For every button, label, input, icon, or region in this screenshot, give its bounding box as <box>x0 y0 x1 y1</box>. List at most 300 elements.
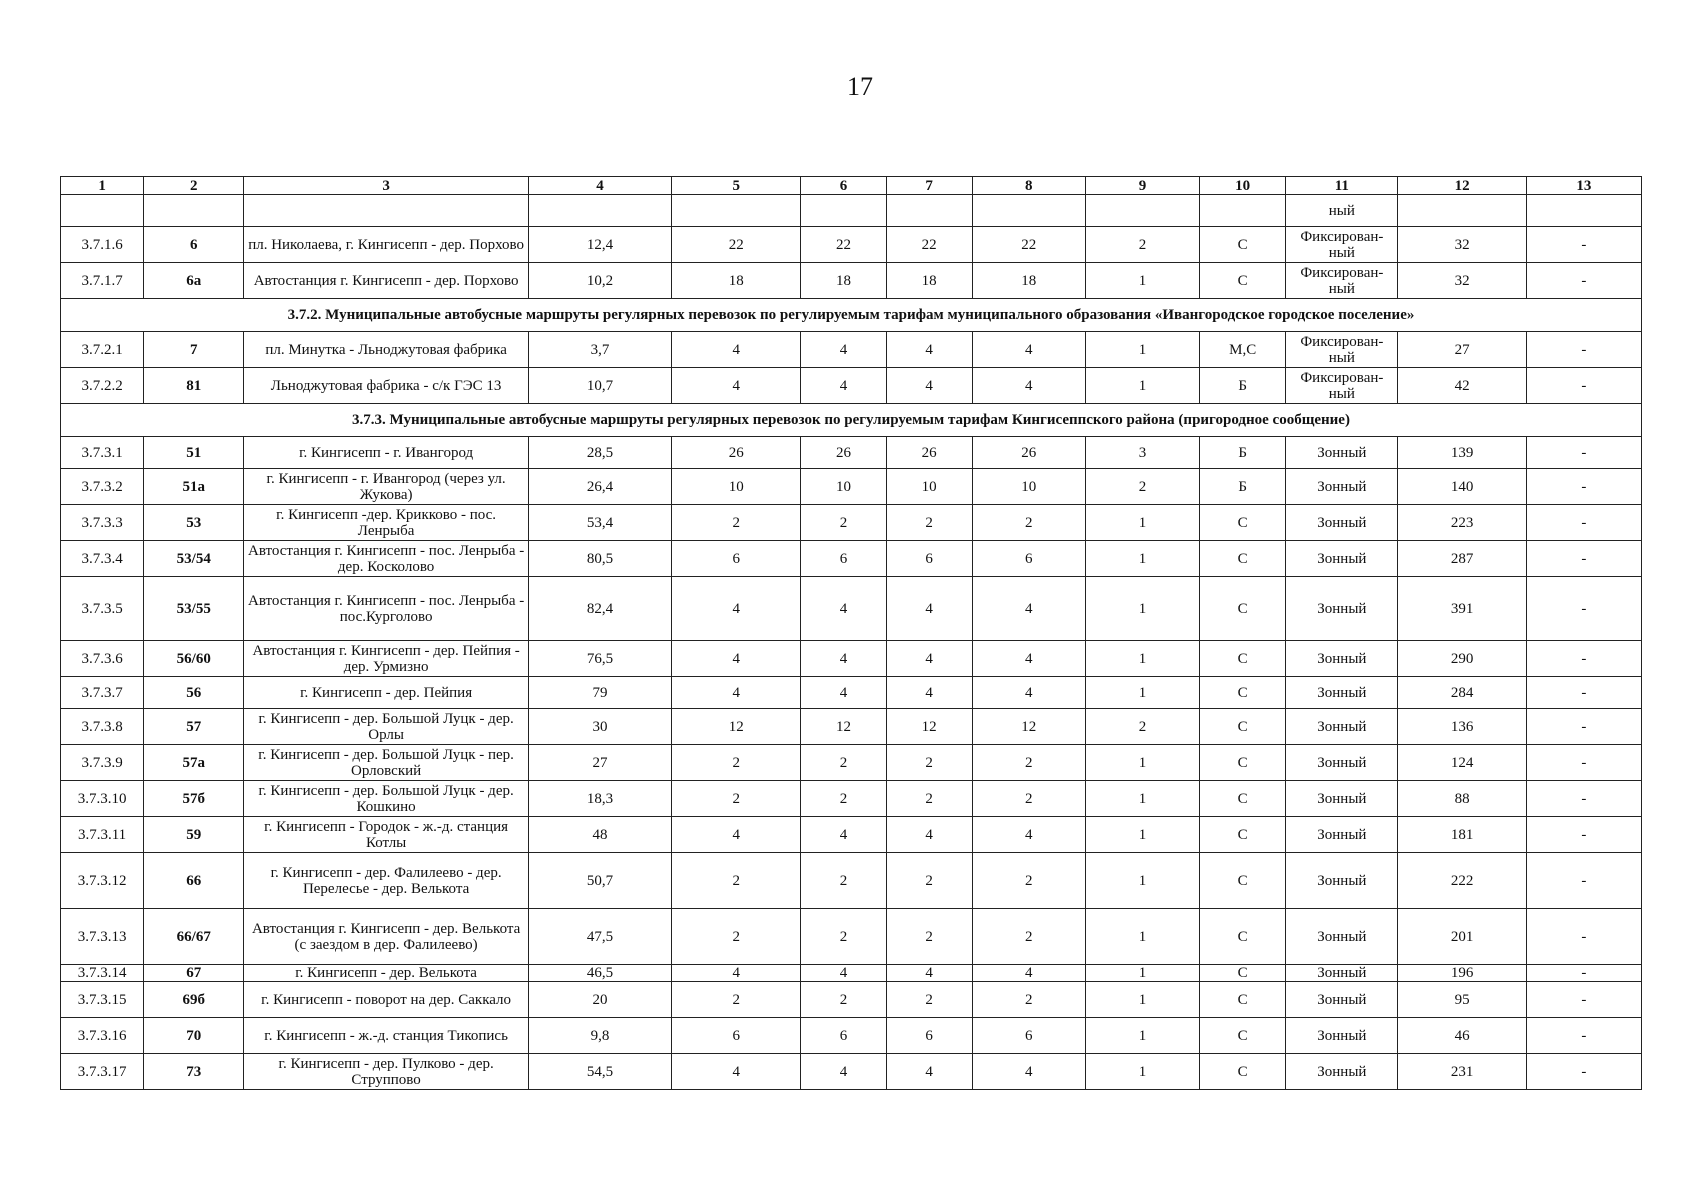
cell-col7: 18 <box>886 263 972 299</box>
cell-route-number: 6 <box>144 227 244 263</box>
column-header-8: 8 <box>972 177 1085 195</box>
cell-col9: 1 <box>1085 909 1199 965</box>
cell-col13: - <box>1526 505 1641 541</box>
cell-id: 3.7.3.15 <box>61 982 144 1018</box>
section-heading-row <box>61 404 1642 437</box>
cell-id: 3.7.3.1 <box>61 437 144 469</box>
cell-col5: 4 <box>672 577 801 641</box>
cell-col9: 2 <box>1085 469 1199 505</box>
table-row <box>61 745 1642 781</box>
cell-col7: 4 <box>886 332 972 368</box>
cell-id: 3.7.3.11 <box>61 817 144 853</box>
cell-tariff-type: Зонный <box>1286 505 1398 541</box>
cell-route-number: 56/60 <box>144 641 244 677</box>
cell-col13: - <box>1526 437 1641 469</box>
cell-vehicle-class: С <box>1200 641 1286 677</box>
cell-col13: - <box>1526 641 1641 677</box>
cell-col5: 2 <box>672 982 801 1018</box>
cell-tariff-type: Зонный <box>1286 469 1398 505</box>
cell-vehicle-class: С <box>1200 982 1286 1018</box>
continuation-row <box>61 195 1642 227</box>
cell-route-number: 6а <box>144 263 244 299</box>
cell-vehicle-class: Б <box>1200 368 1286 404</box>
cell-col5: 4 <box>672 332 801 368</box>
column-header-9: 9 <box>1085 177 1199 195</box>
cell-length: 18,3 <box>528 781 671 817</box>
cell-vehicle-class: С <box>1200 263 1286 299</box>
column-header-5: 5 <box>672 177 801 195</box>
table-row <box>61 709 1642 745</box>
cell-length: 30 <box>528 709 671 745</box>
table-row <box>61 469 1642 505</box>
table-row <box>61 1018 1642 1054</box>
cell-col5: 4 <box>672 677 801 709</box>
cell-length: 53,4 <box>528 505 671 541</box>
cell-col7: 2 <box>886 781 972 817</box>
cell-route-number: 51а <box>144 469 244 505</box>
cell-length: 48 <box>528 817 671 853</box>
page-number: 17 <box>847 72 873 101</box>
cell-col5: 4 <box>672 1054 801 1090</box>
cell-col6: 12 <box>801 709 886 745</box>
cell-col12: 287 <box>1398 541 1526 577</box>
cell-col5: 18 <box>672 263 801 299</box>
cell-vehicle-class: С <box>1200 505 1286 541</box>
cell-col13: - <box>1526 541 1641 577</box>
cell-vehicle-class: С <box>1200 677 1286 709</box>
cell-vehicle-class: С <box>1200 817 1286 853</box>
cell-col13: - <box>1526 469 1641 505</box>
cell-col7: 2 <box>886 745 972 781</box>
cell-col8: 4 <box>972 677 1085 709</box>
cell-vehicle-class: С <box>1200 227 1286 263</box>
cell-vehicle-class: С <box>1200 781 1286 817</box>
cell-route-number: 53/55 <box>144 577 244 641</box>
column-header-11: 11 <box>1286 177 1398 195</box>
cell-col6: 2 <box>801 982 886 1018</box>
cell-length: 20 <box>528 982 671 1018</box>
cell-vehicle-class: С <box>1200 745 1286 781</box>
cell-col9: 1 <box>1085 1054 1199 1090</box>
cell-col5: 26 <box>672 437 801 469</box>
cell-id: 3.7.3.5 <box>61 577 144 641</box>
column-header-6: 6 <box>801 177 886 195</box>
cell-col13: - <box>1526 227 1641 263</box>
cell-route-path: г. Кингисепп - дер. Большой Луцк - пер. Орловский <box>244 745 529 781</box>
table-row <box>61 677 1642 709</box>
cell-col12: 290 <box>1398 641 1526 677</box>
cell-route-path: г. Кингисепп - Городок - ж.-д. станция Котлы <box>244 817 529 853</box>
table-row <box>61 909 1642 965</box>
cell-vehicle-class: Б <box>1200 469 1286 505</box>
cell-col5: 4 <box>672 817 801 853</box>
cell-col5: 4 <box>672 965 801 982</box>
cell-vehicle-class: Б <box>1200 437 1286 469</box>
cell-route-path: г. Кингисепп - дер. Фалилеево - дер. Перелесье - дер. Велькота <box>244 853 529 909</box>
cell-col7: 6 <box>886 541 972 577</box>
column-header-13: 13 <box>1526 177 1641 195</box>
cell-col13: - <box>1526 677 1641 709</box>
cell-col8: 2 <box>972 909 1085 965</box>
cell-col12: 42 <box>1398 368 1526 404</box>
table-row <box>61 541 1642 577</box>
cell-col9: 3 <box>1085 437 1199 469</box>
cell-col9: 2 <box>1085 227 1199 263</box>
cell-route-number: 70 <box>144 1018 244 1054</box>
cell-route-path: г. Кингисепп - г. Ивангород (через ул. Жукова) <box>244 469 529 505</box>
cell-id: 3.7.3.12 <box>61 853 144 909</box>
cell-route-number: 69б <box>144 982 244 1018</box>
cell-length: 9,8 <box>528 1018 671 1054</box>
cell-col6: 4 <box>801 641 886 677</box>
cell-col8: 2 <box>972 982 1085 1018</box>
cell-col6: 4 <box>801 577 886 641</box>
cell-vehicle-class: М,С <box>1200 332 1286 368</box>
cell-col12: 231 <box>1398 1054 1526 1090</box>
cell-col8: 22 <box>972 227 1085 263</box>
cell-route-number: 7 <box>144 332 244 368</box>
cell-col13: - <box>1526 709 1641 745</box>
cell-col6: 26 <box>801 437 886 469</box>
cell-id: 3.7.3.3 <box>61 505 144 541</box>
cell-route-number: 59 <box>144 817 244 853</box>
cell-tariff-type: Фиксирован-ный <box>1286 368 1398 404</box>
cell-tariff-type: Зонный <box>1286 709 1398 745</box>
cell-col12: 391 <box>1398 577 1526 641</box>
cell-route-number: 57 <box>144 709 244 745</box>
cell-length: 76,5 <box>528 641 671 677</box>
table-row <box>61 437 1642 469</box>
cell-col13: - <box>1526 982 1641 1018</box>
cell-col6: 4 <box>801 965 886 982</box>
cell-tariff-type: Зонный <box>1286 641 1398 677</box>
cell-length: 50,7 <box>528 853 671 909</box>
cell-col13: - <box>1526 263 1641 299</box>
cell-vehicle-class: С <box>1200 853 1286 909</box>
cell-col13: - <box>1526 909 1641 965</box>
cell-tariff-type: Зонный <box>1286 577 1398 641</box>
cell-col8: 4 <box>972 817 1085 853</box>
cell-tariff-type: Зонный <box>1286 909 1398 965</box>
cell-vehicle-class: С <box>1200 1054 1286 1090</box>
cell-col6: 6 <box>801 541 886 577</box>
cell-route-path: г. Кингисепп - дер. Большой Луцк - дер. Орлы <box>244 709 529 745</box>
table-row <box>61 781 1642 817</box>
cell-col6: 2 <box>801 853 886 909</box>
table-row <box>61 853 1642 909</box>
cell-col8: 6 <box>972 1018 1085 1054</box>
cell-col9: 1 <box>1085 781 1199 817</box>
column-header-4: 4 <box>528 177 671 195</box>
cell-route-path: г. Кингисепп - дер. Большой Луцк - дер. Кошкино <box>244 781 529 817</box>
cell-route-number: 66/67 <box>144 909 244 965</box>
cell-col9: 1 <box>1085 853 1199 909</box>
cell-col6: 2 <box>801 909 886 965</box>
cell-route-number: 53/54 <box>144 541 244 577</box>
cell-route-path: Автостанция г. Кингисепп - дер. Порхово <box>244 263 529 299</box>
cell-col9: 1 <box>1085 745 1199 781</box>
cell-route-path: Автостанция г. Кингисепп - дер. Пейпия - дер. Урмизно <box>244 641 529 677</box>
cell-tariff-type: Зонный <box>1286 745 1398 781</box>
cell-col12: 124 <box>1398 745 1526 781</box>
cell-route-number: 56 <box>144 677 244 709</box>
cell-id: 3.7.1.7 <box>61 263 144 299</box>
cell-length: 54,5 <box>528 1054 671 1090</box>
cell-col5: 12 <box>672 709 801 745</box>
cell-col6: 4 <box>801 817 886 853</box>
cell-col7: 4 <box>886 817 972 853</box>
table-row <box>61 965 1642 982</box>
table-row <box>61 263 1642 299</box>
cell-tariff-type: Зонный <box>1286 677 1398 709</box>
cell-col9: 1 <box>1085 641 1199 677</box>
cell-vehicle-class: С <box>1200 709 1286 745</box>
header-row <box>61 177 1642 195</box>
cell-col7: 6 <box>886 1018 972 1054</box>
table-row <box>61 227 1642 263</box>
cell-route-number: 53 <box>144 505 244 541</box>
cell-length: 28,5 <box>528 437 671 469</box>
cell-route-path: г. Кингисепп - дер. Велькота <box>244 965 529 982</box>
cell-route-path: г. Кингисепп - дер. Пейпия <box>244 677 529 709</box>
cell-route-path: г. Кингисепп - г. Ивангород <box>244 437 529 469</box>
cell-route-path: г. Кингисепп - ж.-д. станция Тикопись <box>244 1018 529 1054</box>
cell-id: 3.7.3.10 <box>61 781 144 817</box>
cell-length: 79 <box>528 677 671 709</box>
table-row <box>61 332 1642 368</box>
cell-tariff-type: Зонный <box>1286 817 1398 853</box>
cell-route-path: пл. Минутка - Льноджутовая фабрика <box>244 332 529 368</box>
cell-col13: - <box>1526 1054 1641 1090</box>
cell-length: 3,7 <box>528 332 671 368</box>
cell-col13: - <box>1526 332 1641 368</box>
cell-col6: 6 <box>801 1018 886 1054</box>
cell-col13: - <box>1526 368 1641 404</box>
cell-col7: 4 <box>886 965 972 982</box>
cell-col9: 1 <box>1085 677 1199 709</box>
cell-col8: 4 <box>972 577 1085 641</box>
table-row <box>61 368 1642 404</box>
cell-route-number: 73 <box>144 1054 244 1090</box>
cell-col13: - <box>1526 781 1641 817</box>
cell-route-path: Автостанция г. Кингисепп - пос. Ленрыба - пос.Курголово <box>244 577 529 641</box>
cell-id: 3.7.3.16 <box>61 1018 144 1054</box>
cell-col12: 32 <box>1398 263 1526 299</box>
cell-col7: 22 <box>886 227 972 263</box>
cell-col8: 2 <box>972 781 1085 817</box>
cell-vehicle-class: С <box>1200 577 1286 641</box>
cell-col9: 1 <box>1085 263 1199 299</box>
table-row <box>61 1054 1642 1090</box>
cell-col6: 4 <box>801 332 886 368</box>
cell-col7: 4 <box>886 677 972 709</box>
cell-vehicle-class: С <box>1200 909 1286 965</box>
cell-col8: 4 <box>972 965 1085 982</box>
cell-length: 26,4 <box>528 469 671 505</box>
cell-vehicle-class: С <box>1200 1018 1286 1054</box>
cell-id: 3.7.2.1 <box>61 332 144 368</box>
cell-col5: 2 <box>672 505 801 541</box>
cell-col6: 10 <box>801 469 886 505</box>
cell-route-number: 81 <box>144 368 244 404</box>
cell-col5: 22 <box>672 227 801 263</box>
cell-col12: 223 <box>1398 505 1526 541</box>
cell-col9: 1 <box>1085 965 1199 982</box>
section-title: 3.7.3. Муниципальные автобусные маршруты регулярных перевозок по регулируемым тарифам Кингисеппского района (пригородное сообщение) <box>61 404 1642 437</box>
cell-col6: 2 <box>801 505 886 541</box>
cell-col8: 4 <box>972 1054 1085 1090</box>
cell-col8: 4 <box>972 641 1085 677</box>
cell-col8: 10 <box>972 469 1085 505</box>
cell-col5: 6 <box>672 1018 801 1054</box>
cell-col9: 1 <box>1085 332 1199 368</box>
cell-col9: 1 <box>1085 368 1199 404</box>
cell-col7: 4 <box>886 368 972 404</box>
cell-col8: 12 <box>972 709 1085 745</box>
cell-col8: 4 <box>972 368 1085 404</box>
cell-length: 10,2 <box>528 263 671 299</box>
cell-id: 3.7.3.14 <box>61 965 144 982</box>
cell-col8: 26 <box>972 437 1085 469</box>
cell-col6: 2 <box>801 745 886 781</box>
cell-tariff-type: Фиксирован-ный <box>1286 263 1398 299</box>
cell-col5: 2 <box>672 781 801 817</box>
cell-col12: 88 <box>1398 781 1526 817</box>
cell-length: 10,7 <box>528 368 671 404</box>
cell-col7: 4 <box>886 641 972 677</box>
cell-col7: 4 <box>886 1054 972 1090</box>
cell-tariff-type: Зонный <box>1286 965 1398 982</box>
cell-col9: 2 <box>1085 709 1199 745</box>
table-row <box>61 982 1642 1018</box>
routes-table <box>60 176 1642 1090</box>
cell-col13: - <box>1526 965 1641 982</box>
cell-route-path: Автостанция г. Кингисепп - дер. Велькота (с заездом в дер. Фалилеево) <box>244 909 529 965</box>
cell-col6: 4 <box>801 677 886 709</box>
section-heading-row <box>61 299 1642 332</box>
cell-tariff-type: Фиксирован-ный <box>1286 332 1398 368</box>
cell-length: 47,5 <box>528 909 671 965</box>
cell-route-number: 57а <box>144 745 244 781</box>
cell-col13: - <box>1526 1018 1641 1054</box>
cell-tariff-type: Зонный <box>1286 781 1398 817</box>
cell-col13: - <box>1526 817 1641 853</box>
cell-col12: 27 <box>1398 332 1526 368</box>
cell-col12: 201 <box>1398 909 1526 965</box>
column-header-10: 10 <box>1200 177 1286 195</box>
cell-id: 3.7.3.6 <box>61 641 144 677</box>
cell-vehicle-class: С <box>1200 965 1286 982</box>
continuation-cell-tariff: ный <box>1286 195 1398 227</box>
cell-col6: 22 <box>801 227 886 263</box>
table-header <box>61 177 1642 195</box>
cell-col12: 136 <box>1398 709 1526 745</box>
cell-id: 3.7.3.2 <box>61 469 144 505</box>
cell-tariff-type: Зонный <box>1286 437 1398 469</box>
cell-col8: 18 <box>972 263 1085 299</box>
cell-route-number: 51 <box>144 437 244 469</box>
cell-col12: 139 <box>1398 437 1526 469</box>
cell-id: 3.7.3.8 <box>61 709 144 745</box>
cell-col5: 4 <box>672 368 801 404</box>
cell-col9: 1 <box>1085 577 1199 641</box>
cell-id: 3.7.3.13 <box>61 909 144 965</box>
cell-col9: 1 <box>1085 1018 1199 1054</box>
cell-col12: 284 <box>1398 677 1526 709</box>
cell-col7: 2 <box>886 505 972 541</box>
cell-col7: 26 <box>886 437 972 469</box>
table-row <box>61 641 1642 677</box>
cell-route-path: Льноджутовая фабрика - с/к ГЭС 13 <box>244 368 529 404</box>
cell-col12: 181 <box>1398 817 1526 853</box>
cell-route-path: г. Кингисепп -дер. Крикково - пос. Ленрыба <box>244 505 529 541</box>
cell-length: 12,4 <box>528 227 671 263</box>
cell-length: 82,4 <box>528 577 671 641</box>
cell-col8: 2 <box>972 505 1085 541</box>
column-header-12: 12 <box>1398 177 1526 195</box>
column-header-2: 2 <box>144 177 244 195</box>
cell-col13: - <box>1526 853 1641 909</box>
cell-col5: 4 <box>672 641 801 677</box>
cell-col7: 4 <box>886 577 972 641</box>
cell-tariff-type: Фиксирован-ный <box>1286 227 1398 263</box>
column-header-3: 3 <box>244 177 529 195</box>
cell-col8: 4 <box>972 332 1085 368</box>
cell-col6: 2 <box>801 781 886 817</box>
cell-col5: 2 <box>672 745 801 781</box>
cell-col6: 18 <box>801 263 886 299</box>
table-row <box>61 817 1642 853</box>
cell-id: 3.7.3.9 <box>61 745 144 781</box>
cell-id: 3.7.3.17 <box>61 1054 144 1090</box>
column-header-1: 1 <box>61 177 144 195</box>
cell-tariff-type: Зонный <box>1286 1054 1398 1090</box>
cell-col7: 2 <box>886 909 972 965</box>
table-row <box>61 577 1642 641</box>
cell-length: 46,5 <box>528 965 671 982</box>
cell-tariff-type: Зонный <box>1286 853 1398 909</box>
cell-col9: 1 <box>1085 817 1199 853</box>
column-header-7: 7 <box>886 177 972 195</box>
table-row <box>61 505 1642 541</box>
cell-col8: 2 <box>972 745 1085 781</box>
cell-col5: 2 <box>672 909 801 965</box>
cell-col12: 222 <box>1398 853 1526 909</box>
cell-route-path: г. Кингисепп - поворот на дер. Саккало <box>244 982 529 1018</box>
cell-tariff-type: Зонный <box>1286 1018 1398 1054</box>
table-body <box>61 195 1642 1090</box>
cell-route-path: Автостанция г. Кингисепп - пос. Ленрыба - дер. Косколово <box>244 541 529 577</box>
cell-col6: 4 <box>801 368 886 404</box>
cell-col9: 1 <box>1085 505 1199 541</box>
cell-col7: 2 <box>886 853 972 909</box>
cell-length: 27 <box>528 745 671 781</box>
cell-route-path: г. Кингисепп - дер. Пулково - дер. Струппово <box>244 1054 529 1090</box>
section-title: 3.7.2. Муниципальные автобусные маршруты регулярных перевозок по регулируемым тарифам муниципального образования «Ивангородское городское поселение» <box>61 299 1642 332</box>
cell-id: 3.7.1.6 <box>61 227 144 263</box>
cell-col12: 140 <box>1398 469 1526 505</box>
cell-length: 80,5 <box>528 541 671 577</box>
cell-tariff-type: Зонный <box>1286 541 1398 577</box>
cell-route-path: пл. Николаева, г. Кингисепп - дер. Порхово <box>244 227 529 263</box>
cell-col5: 6 <box>672 541 801 577</box>
cell-col6: 4 <box>801 1054 886 1090</box>
cell-id: 3.7.3.7 <box>61 677 144 709</box>
cell-vehicle-class: С <box>1200 541 1286 577</box>
cell-route-number: 67 <box>144 965 244 982</box>
cell-col9: 1 <box>1085 541 1199 577</box>
cell-col13: - <box>1526 745 1641 781</box>
